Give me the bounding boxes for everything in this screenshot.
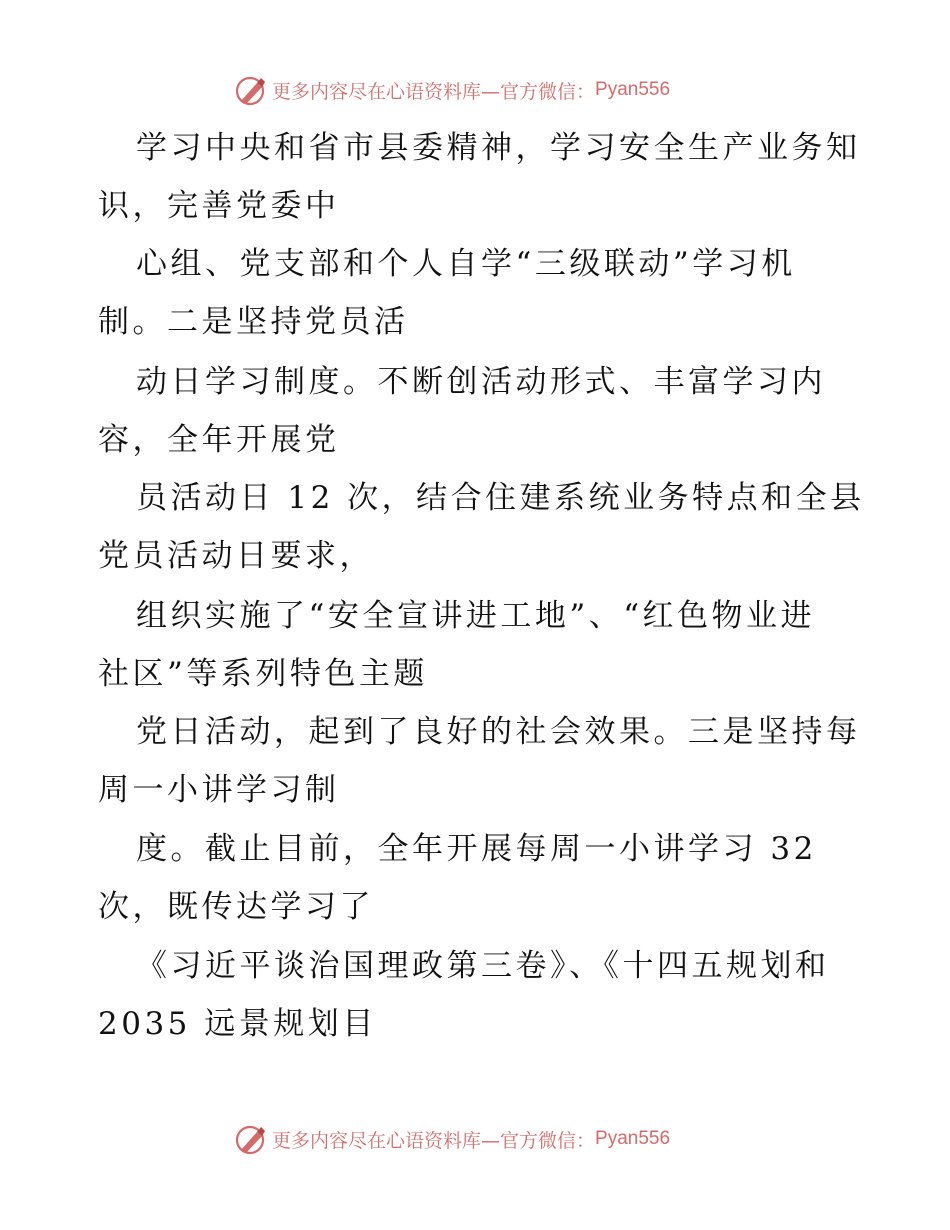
text-line: 党员活动日要求， — [98, 538, 374, 574]
watermark-text: 更多内容尽在心语资料库—官方微信： — [272, 80, 596, 103]
pen-logo-icon — [234, 1123, 268, 1155]
text-line: 动日学习制度。不断创活动形式、丰富学习内 — [136, 364, 826, 400]
text-line: 学习中央和省市县委精神，学习安全生产业务知 — [136, 130, 861, 166]
text-line: 识，完善党委中 — [98, 188, 340, 224]
watermark-text: 更多内容尽在心语资料库—官方微信： — [272, 1129, 596, 1152]
pen-logo-icon — [234, 74, 268, 106]
text-line: 《习近平谈治国理政第三卷》、《十四五规划和 — [136, 948, 830, 984]
watermark-footer — [234, 1123, 670, 1155]
text-line: 度。截止目前，全年开展每周一小讲学习 32 — [136, 831, 817, 867]
text-line: 党日活动，起到了良好的社会效果。三是坚持每 — [136, 714, 861, 750]
text-line: 次，既传达学习了 — [98, 889, 374, 925]
text-line: 制。二是坚持党员活 — [98, 304, 409, 340]
text-line: 组织实施了“安全宣讲进工地”、“红色物业进 — [136, 598, 816, 634]
text-line: 2035 远景规划目 — [98, 1006, 377, 1042]
text-line: 社区”等系列特色主题 — [98, 656, 428, 692]
watermark-wechat-id: Pyan556 — [595, 79, 671, 100]
watermark-header — [234, 74, 670, 106]
text-line: 心组、党支部和个人自学“三级联动”学习机 — [136, 246, 796, 282]
text-line: 周一小讲学习制 — [98, 772, 340, 808]
text-line: 容，全年开展党 — [98, 422, 340, 458]
watermark-wechat-id: Pyan556 — [595, 1128, 671, 1149]
text-line: 员活动日 12 次，结合住建系统业务特点和全县 — [136, 480, 865, 516]
